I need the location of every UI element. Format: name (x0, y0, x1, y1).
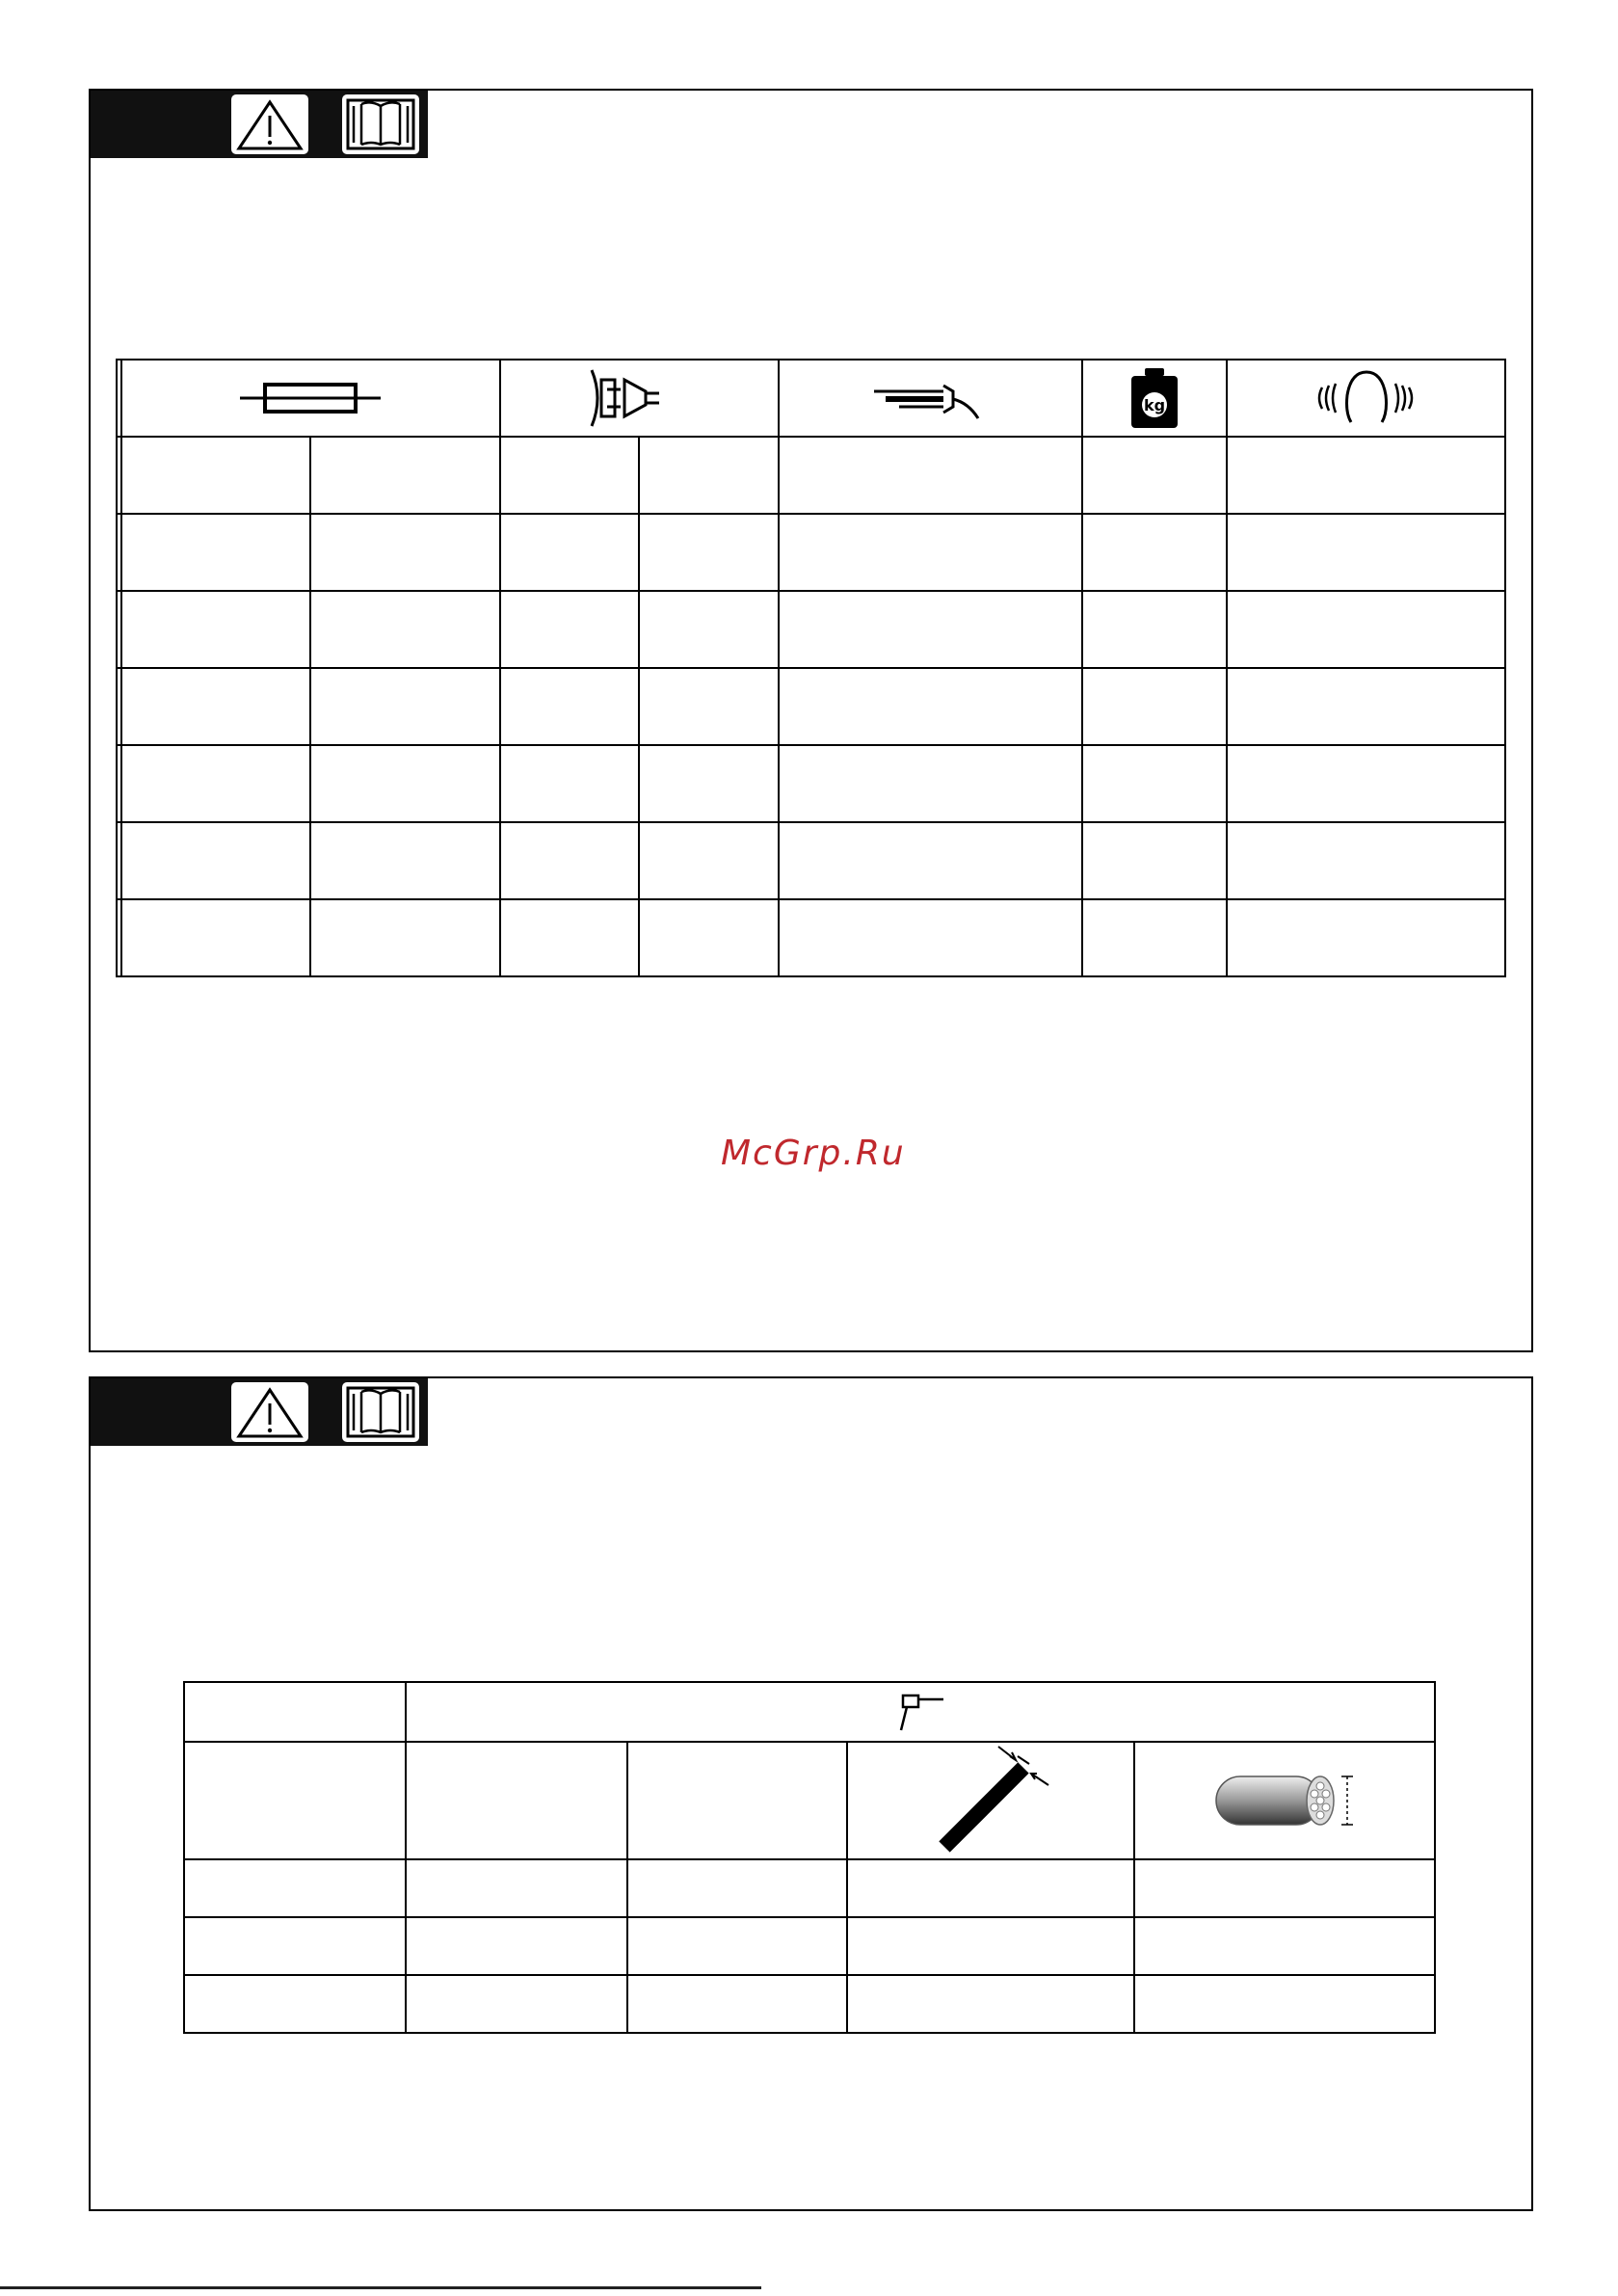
warning-triangle-icon (231, 1382, 308, 1442)
table-cell (121, 745, 310, 822)
table-cell (779, 745, 1082, 822)
table-cell (121, 591, 310, 668)
table-cell (627, 1742, 847, 1859)
table-row (117, 437, 1505, 514)
table-cell (847, 1975, 1134, 2033)
welding-torch-icon (406, 1682, 1435, 1742)
table-cell (779, 822, 1082, 899)
table-cell (639, 899, 779, 976)
table-row (184, 1917, 1435, 1975)
power-plug-icon (500, 360, 779, 437)
table-cell (779, 514, 1082, 591)
table-cell (406, 1859, 627, 1917)
table-cell (310, 745, 499, 822)
table-row (117, 899, 1505, 976)
table-cell (500, 745, 640, 822)
kg-label: kg (1143, 396, 1165, 414)
table-cell (1134, 1975, 1435, 2033)
manual-book-icon (342, 94, 419, 154)
specification-table (116, 359, 1506, 977)
table-cell (1082, 591, 1227, 668)
table-cell (500, 899, 640, 976)
table-cell (1082, 437, 1227, 514)
table-cell (310, 591, 499, 668)
table-cell (310, 822, 499, 899)
cable-panel (89, 1376, 1533, 2211)
table-cell (847, 1917, 1134, 1975)
table-cell (779, 668, 1082, 745)
table-cell (184, 1682, 406, 1742)
table-cell (1227, 668, 1505, 745)
table-cell (639, 668, 779, 745)
table-cell (310, 899, 499, 976)
table-cell (627, 1975, 847, 2033)
table-cell (1082, 514, 1227, 591)
fuse-icon (121, 360, 500, 437)
electrode-diameter-icon (847, 1742, 1134, 1859)
cable-table (183, 1681, 1436, 2034)
table-cell (184, 1859, 406, 1917)
table-cell (121, 514, 310, 591)
table-cell (310, 514, 499, 591)
table-row (117, 514, 1505, 591)
table-cell (406, 1917, 627, 1975)
table-header-row (184, 1742, 1435, 1859)
table-cell (1227, 899, 1505, 976)
table-cell (1082, 745, 1227, 822)
table-cell (500, 668, 640, 745)
table-cell (779, 437, 1082, 514)
table-cell (184, 1742, 406, 1859)
table-cell (1134, 1917, 1435, 1975)
table-cell (1227, 514, 1505, 591)
table-row (184, 1859, 1435, 1917)
table-cell (406, 1975, 627, 2033)
table-cell (184, 1975, 406, 2033)
table-row (117, 822, 1505, 899)
table-cell (639, 591, 779, 668)
table-cell (406, 1742, 627, 1859)
table-cell (639, 745, 779, 822)
table-cell (500, 591, 640, 668)
table-cell (1082, 822, 1227, 899)
table-row (117, 668, 1505, 745)
table-cell (500, 822, 640, 899)
table-cell (779, 591, 1082, 668)
table-cell (500, 514, 640, 591)
table-cell (121, 822, 310, 899)
section-header-bar (91, 1378, 428, 1446)
table-cell (121, 668, 310, 745)
table-cell (627, 1917, 847, 1975)
cable-extension-icon (779, 360, 1082, 437)
warning-triangle-icon (231, 94, 308, 154)
table-cell (1082, 899, 1227, 976)
table-cell (184, 1917, 406, 1975)
watermark-text: McGrp.Ru (721, 1134, 906, 1173)
table-cell (1227, 437, 1505, 514)
table-cell (1134, 1859, 1435, 1917)
table-row (117, 745, 1505, 822)
table-cell (1227, 822, 1505, 899)
table-header-row (117, 360, 1505, 437)
footer-rule (0, 2286, 761, 2289)
table-cell (1227, 591, 1505, 668)
manual-book-icon (342, 1382, 419, 1442)
table-cell (779, 899, 1082, 976)
table-cell (1227, 745, 1505, 822)
table-cell (847, 1859, 1134, 1917)
weight-kg-icon (1082, 360, 1227, 437)
hearing-noise-icon (1227, 360, 1505, 437)
table-cell (639, 437, 779, 514)
table-cell (121, 899, 310, 976)
cable-section-icon (1134, 1742, 1435, 1859)
table-row (117, 591, 1505, 668)
table-cell (500, 437, 640, 514)
table-cell (310, 437, 499, 514)
table-cell (310, 668, 499, 745)
table-cell (639, 822, 779, 899)
table-cell (121, 437, 310, 514)
table-cell (1082, 668, 1227, 745)
table-cell (639, 514, 779, 591)
table-cell (627, 1859, 847, 1917)
table-row (184, 1975, 1435, 2033)
table-header-row (184, 1682, 1435, 1742)
section-header-bar (91, 91, 428, 158)
